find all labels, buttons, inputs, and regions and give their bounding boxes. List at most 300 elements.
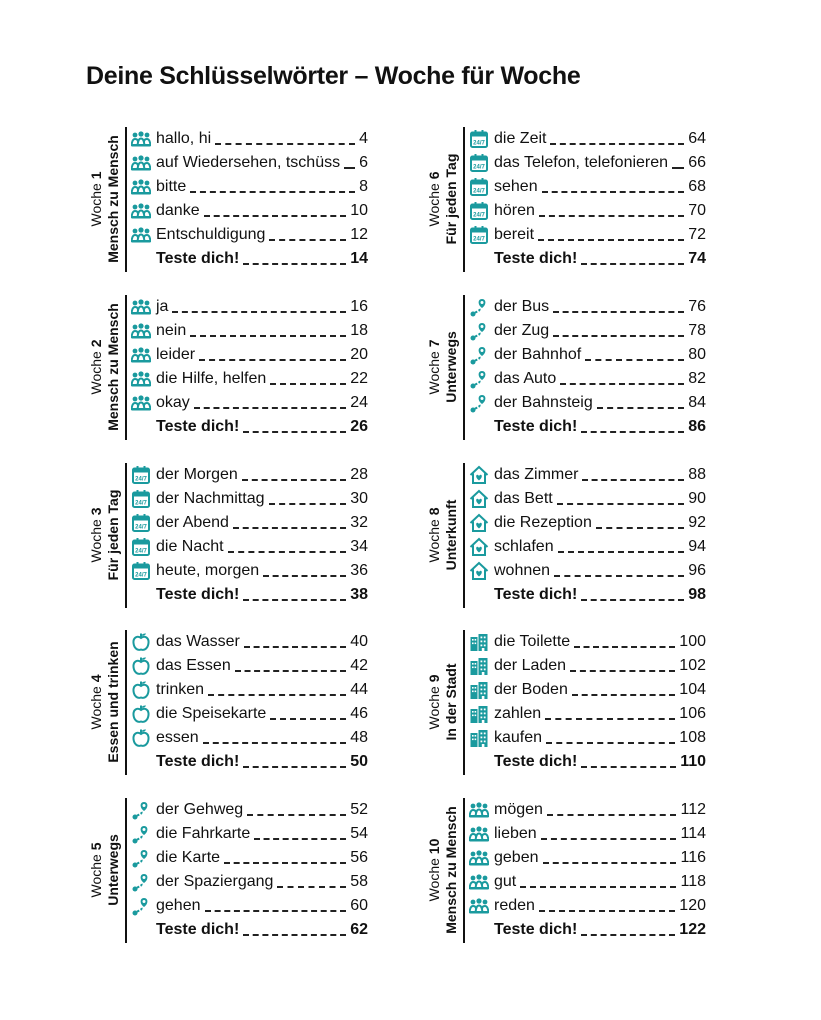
- vocab-word: leider: [156, 346, 196, 363]
- week-word: Woche: [426, 179, 442, 227]
- test-page-number: 86: [688, 418, 706, 435]
- dot-leader: [224, 861, 346, 864]
- page-number: 102: [679, 657, 706, 674]
- vocab-entry: [469, 726, 706, 750]
- week-block-5: [83, 798, 368, 943]
- people-icon: [131, 129, 153, 149]
- dot-leader: [557, 502, 685, 505]
- week-heading: [426, 331, 460, 403]
- vocab-word: gut: [494, 873, 517, 890]
- vocab-entry: [469, 295, 706, 319]
- people-icon: [131, 345, 153, 365]
- page-number: 96: [688, 562, 706, 579]
- dot-leader: [558, 550, 685, 553]
- vocab-word: wohnen: [494, 562, 551, 579]
- page-number: 46: [350, 705, 368, 722]
- week-theme: Mensch zu Mensch: [105, 135, 121, 263]
- apple-icon: [131, 728, 153, 748]
- page-number: 68: [688, 178, 706, 195]
- vocab-word: Entschuldigung: [156, 226, 266, 243]
- vocab-word: mögen: [494, 801, 543, 818]
- week-number: [88, 641, 105, 762]
- page-number: 64: [688, 130, 706, 147]
- people-icon: [469, 848, 491, 868]
- vocab-word: der Spaziergang: [156, 873, 274, 890]
- vocab-list: [131, 295, 368, 439]
- week-num: 4: [88, 674, 104, 683]
- week-num: 5: [88, 842, 104, 851]
- vocab-entry: [469, 511, 706, 535]
- vocab-word: gehen: [156, 897, 201, 914]
- calendar-icon: [131, 513, 153, 533]
- week-side-label: [421, 630, 465, 775]
- vocab-entry: [131, 630, 368, 654]
- vocab-word: nein: [156, 322, 187, 339]
- vocab-entry: [131, 367, 368, 391]
- dot-leader: [581, 598, 684, 601]
- vocab-list: [469, 295, 706, 439]
- week-num: 1: [88, 171, 104, 180]
- vocab-entry: [469, 223, 706, 247]
- vocab-entry: [469, 870, 706, 894]
- test-entry: [131, 415, 368, 439]
- vocab-entry: [469, 319, 706, 343]
- page-number: 118: [680, 873, 706, 890]
- test-label: Teste dich!: [156, 250, 240, 267]
- divider: [463, 127, 465, 272]
- week-word: Woche: [88, 347, 104, 395]
- vocab-entry: [469, 175, 706, 199]
- page-number: 48: [350, 729, 368, 746]
- divider: [463, 798, 465, 943]
- vocab-word: das Wasser: [156, 633, 240, 650]
- people-icon: [469, 800, 491, 820]
- vocab-word: der Bahnsteig: [494, 394, 593, 411]
- divider: [125, 295, 127, 440]
- apple-icon: [131, 704, 153, 724]
- vocab-entry: [469, 127, 706, 151]
- dot-leader: [247, 813, 346, 816]
- week-theme: In der Stadt: [443, 663, 459, 741]
- house-icon: [469, 561, 491, 581]
- calendar-icon: [469, 153, 491, 173]
- vocab-word: zahlen: [494, 705, 542, 722]
- vocab-entry: [131, 343, 368, 367]
- vocab-list: [131, 463, 368, 607]
- week-word: Woche: [88, 682, 104, 730]
- dot-leader: [269, 502, 347, 505]
- divider: [125, 463, 127, 608]
- vocab-word: das Essen: [156, 657, 231, 674]
- people-icon: [131, 321, 153, 341]
- vocab-word: essen: [156, 729, 199, 746]
- vocab-entry: [131, 199, 368, 223]
- dot-leader: [243, 765, 346, 768]
- vocab-word: die Hilfe, helfen: [156, 370, 267, 387]
- vocab-word: danke: [156, 202, 200, 219]
- page-number: 78: [688, 322, 706, 339]
- vocab-word: bereit: [494, 226, 535, 243]
- route-icon: [131, 800, 153, 820]
- test-page-number: 38: [350, 586, 368, 603]
- page-number: 42: [350, 657, 368, 674]
- test-entry: [469, 415, 706, 439]
- city-icon: [469, 728, 491, 748]
- page-number: 16: [350, 298, 368, 315]
- week-theme: Für jeden Tag: [105, 489, 121, 581]
- test-entry: [469, 750, 706, 774]
- vocab-word: das Bett: [494, 490, 553, 507]
- page-number: 84: [688, 394, 706, 411]
- week-theme: Unterwegs: [105, 834, 121, 906]
- vocab-list: [469, 630, 706, 774]
- week-heading: [88, 834, 122, 906]
- test-page-number: 26: [350, 418, 368, 435]
- page-number: 30: [350, 490, 368, 507]
- week-side-label: [421, 295, 465, 440]
- page-number: 36: [350, 562, 368, 579]
- vocab-word: der Zug: [494, 322, 550, 339]
- dot-leader: [344, 166, 355, 169]
- calendar-icon: [131, 465, 153, 485]
- page-number: 82: [688, 370, 706, 387]
- vocab-word: auf Wiedersehen, tschüss: [156, 154, 341, 171]
- week-theme: Mensch zu Mensch: [105, 303, 121, 431]
- vocab-word: der Abend: [156, 514, 229, 531]
- vocab-word: die Speisekarte: [156, 705, 267, 722]
- vocab-word: der Laden: [494, 657, 567, 674]
- page-title: Deine Schlüsselwörter – Woche für Woche: [86, 62, 581, 90]
- dot-leader: [270, 382, 346, 385]
- vocab-word: hören: [494, 202, 535, 219]
- vocab-entry: [131, 798, 368, 822]
- dot-leader: [574, 645, 675, 648]
- page-number: 116: [680, 849, 706, 866]
- week-heading: [426, 663, 460, 740]
- dot-leader: [541, 837, 677, 840]
- dot-leader: [581, 933, 675, 936]
- week-word: Woche: [426, 854, 442, 902]
- page-number: 90: [688, 490, 706, 507]
- vocab-entry: [131, 223, 368, 247]
- test-label: Teste dich!: [156, 586, 240, 603]
- dot-leader: [538, 238, 684, 241]
- vocab-entry: [131, 654, 368, 678]
- test-page-number: 62: [350, 921, 368, 938]
- dot-leader: [554, 574, 684, 577]
- week-block-2: [83, 295, 368, 440]
- dot-leader: [228, 550, 347, 553]
- people-icon: [469, 896, 491, 916]
- dot-leader: [204, 214, 347, 217]
- page-number: 112: [680, 801, 706, 818]
- week-block-9: [421, 630, 706, 775]
- vocab-entry: [131, 559, 368, 583]
- dot-leader: [520, 885, 676, 888]
- test-entry: [131, 918, 368, 942]
- test-label: Teste dich!: [156, 753, 240, 770]
- house-icon: [469, 489, 491, 509]
- vocab-word: der Morgen: [156, 466, 238, 483]
- vocab-entry: [131, 127, 368, 151]
- week-theme: Mensch zu Mensch: [443, 806, 459, 934]
- dot-leader: [243, 262, 346, 265]
- route-icon: [131, 824, 153, 844]
- vocab-entry: [131, 702, 368, 726]
- test-label: Teste dich!: [494, 921, 578, 938]
- test-label: Teste dich!: [494, 586, 578, 603]
- page-number: 44: [350, 681, 368, 698]
- test-entry: [469, 583, 706, 607]
- vocab-entry: [469, 199, 706, 223]
- divider: [463, 295, 465, 440]
- page-number: 80: [688, 346, 706, 363]
- vocab-word: die Toilette: [494, 633, 571, 650]
- week-number: [426, 331, 443, 403]
- divider: [125, 127, 127, 272]
- vocab-word: sehen: [494, 178, 538, 195]
- vocab-list: [469, 798, 706, 942]
- week-heading: [426, 806, 460, 934]
- dot-leader: [233, 526, 346, 529]
- page-number: 88: [688, 466, 706, 483]
- city-icon: [469, 704, 491, 724]
- dot-leader: [560, 382, 684, 385]
- vocab-entry: [469, 487, 706, 511]
- test-page-number: 110: [680, 753, 706, 770]
- test-label: Teste dich!: [156, 418, 240, 435]
- people-icon: [131, 225, 153, 245]
- test-entry: [131, 583, 368, 607]
- dot-leader: [215, 142, 355, 145]
- dot-leader: [190, 334, 346, 337]
- route-icon: [469, 345, 491, 365]
- week-number: [88, 490, 105, 581]
- vocab-entry: [131, 511, 368, 535]
- week-word: Woche: [426, 515, 442, 563]
- vocab-word: schlafen: [494, 538, 554, 555]
- page-number: 92: [688, 514, 706, 531]
- week-word: Woche: [88, 515, 104, 563]
- test-page-number: 74: [688, 250, 706, 267]
- test-label: Teste dich!: [494, 418, 578, 435]
- test-label: Teste dich!: [494, 753, 578, 770]
- page-number: 114: [680, 825, 706, 842]
- test-label: Teste dich!: [494, 250, 578, 267]
- vocab-entry: [131, 535, 368, 559]
- people-icon: [131, 177, 153, 197]
- dot-leader: [546, 741, 675, 744]
- page-number: 24: [350, 394, 368, 411]
- vocab-word: der Nachmittag: [156, 490, 265, 507]
- dot-leader: [581, 430, 684, 433]
- vocab-word: die Zeit: [494, 130, 547, 147]
- vocab-word: kaufen: [494, 729, 543, 746]
- vocab-entry: [469, 391, 706, 415]
- vocab-word: das Telefon, telefonieren: [494, 154, 669, 171]
- week-theme: Essen und trinken: [105, 641, 121, 763]
- week-block-8: [421, 463, 706, 608]
- dot-leader: [190, 190, 355, 193]
- week-heading: [426, 154, 460, 245]
- people-icon: [131, 153, 153, 173]
- dot-leader: [172, 310, 346, 313]
- week-theme: Für jeden Tag: [443, 153, 459, 245]
- page-number: 70: [688, 202, 706, 219]
- dot-leader: [570, 669, 675, 672]
- week-block-4: [83, 630, 368, 775]
- vocab-list: [469, 463, 706, 607]
- dot-leader: [597, 406, 684, 409]
- dot-leader: [270, 717, 346, 720]
- dot-leader: [194, 406, 346, 409]
- house-icon: [469, 465, 491, 485]
- vocab-list: [131, 127, 368, 271]
- week-word: Woche: [88, 850, 104, 898]
- apple-icon: [131, 680, 153, 700]
- vocab-entry: [131, 487, 368, 511]
- page-number: 94: [688, 538, 706, 555]
- dot-leader: [553, 334, 684, 337]
- vocab-word: der Gehweg: [156, 801, 244, 818]
- week-number: [426, 663, 443, 740]
- page-number: 32: [350, 514, 368, 531]
- vocab-entry: [131, 846, 368, 870]
- page-number: 22: [350, 370, 368, 387]
- svg-text:24/7: 24/7: [473, 164, 485, 171]
- vocab-entry: [469, 846, 706, 870]
- apple-icon: [131, 632, 153, 652]
- week-side-label: [421, 127, 465, 272]
- week-word: Woche: [426, 347, 442, 395]
- apple-icon: [131, 656, 153, 676]
- people-icon: [469, 872, 491, 892]
- dot-leader: [553, 310, 684, 313]
- city-icon: [469, 680, 491, 700]
- calendar-icon: [469, 177, 491, 197]
- people-icon: [131, 393, 153, 413]
- week-num: 2: [88, 339, 104, 348]
- week-side-label: [83, 630, 127, 775]
- dot-leader: [672, 166, 684, 169]
- test-page-number: 122: [679, 921, 706, 938]
- week-number: [88, 834, 105, 906]
- dot-leader: [582, 478, 684, 481]
- week-word: Woche: [426, 682, 442, 730]
- vocab-word: hallo, hi: [156, 130, 212, 147]
- test-entry: [469, 918, 706, 942]
- week-side-label: [83, 463, 127, 608]
- svg-text:24/7: 24/7: [135, 548, 147, 555]
- dot-leader: [243, 598, 346, 601]
- week-heading: [426, 500, 460, 571]
- vocab-entry: [469, 535, 706, 559]
- page-number: 54: [350, 825, 368, 842]
- week-number: [426, 154, 443, 245]
- test-entry: [131, 247, 368, 271]
- vocab-word: die Karte: [156, 849, 221, 866]
- vocab-word: die Rezeption: [494, 514, 592, 531]
- city-icon: [469, 656, 491, 676]
- page-number: 120: [679, 897, 706, 914]
- vocab-entry: [469, 702, 706, 726]
- vocab-word: bitte: [156, 178, 187, 195]
- dot-leader: [242, 478, 346, 481]
- route-icon: [469, 321, 491, 341]
- calendar-icon: [131, 537, 153, 557]
- people-icon: [131, 297, 153, 317]
- vocab-list: [469, 127, 706, 271]
- svg-text:24/7: 24/7: [135, 572, 147, 579]
- week-number: [426, 500, 443, 571]
- dot-leader: [545, 717, 675, 720]
- week-heading: [88, 641, 122, 762]
- vocab-entry: [131, 391, 368, 415]
- week-heading: [88, 490, 122, 581]
- house-icon: [469, 537, 491, 557]
- week-num: 6: [426, 171, 442, 180]
- vocab-entry: [469, 894, 706, 918]
- vocab-word: der Bahnhof: [494, 346, 582, 363]
- week-block-6: [421, 127, 706, 272]
- week-theme: Unterwegs: [443, 331, 459, 403]
- dot-leader: [277, 885, 346, 888]
- svg-text:24/7: 24/7: [473, 212, 485, 219]
- route-icon: [131, 848, 153, 868]
- svg-text:24/7: 24/7: [473, 188, 485, 195]
- week-side-label: [421, 798, 465, 943]
- vocab-entry: [131, 463, 368, 487]
- page-number: 100: [679, 633, 706, 650]
- page-number: 20: [350, 346, 368, 363]
- vocab-word: heute, morgen: [156, 562, 260, 579]
- page-number: 106: [679, 705, 706, 722]
- vocab-entry: [469, 630, 706, 654]
- vocab-entry: [131, 295, 368, 319]
- week-block-10: [421, 798, 706, 943]
- week-num: 8: [426, 507, 442, 516]
- dot-leader: [205, 909, 347, 912]
- dot-leader: [596, 526, 684, 529]
- page-number: 60: [350, 897, 368, 914]
- vocab-list: [131, 630, 368, 774]
- vocab-entry: [469, 798, 706, 822]
- vocab-entry: [131, 175, 368, 199]
- dot-leader: [542, 190, 685, 193]
- week-number: [88, 303, 105, 431]
- dot-leader: [547, 813, 677, 816]
- dot-leader: [269, 238, 346, 241]
- test-entry: [131, 750, 368, 774]
- vocab-entry: [469, 367, 706, 391]
- vocab-entry: [131, 726, 368, 750]
- vocab-word: die Nacht: [156, 538, 224, 555]
- vocab-word: reden: [494, 897, 535, 914]
- vocab-word: das Auto: [494, 370, 557, 387]
- page-number: 8: [359, 178, 368, 195]
- dot-leader: [208, 693, 346, 696]
- house-icon: [469, 513, 491, 533]
- page-number: 66: [688, 154, 706, 171]
- dot-leader: [572, 693, 675, 696]
- week-heading: [88, 303, 122, 431]
- dot-leader: [585, 358, 684, 361]
- dot-leader: [235, 669, 346, 672]
- calendar-icon: [469, 201, 491, 221]
- week-block-3: [83, 463, 368, 608]
- page-number: 34: [350, 538, 368, 555]
- route-icon: [131, 896, 153, 916]
